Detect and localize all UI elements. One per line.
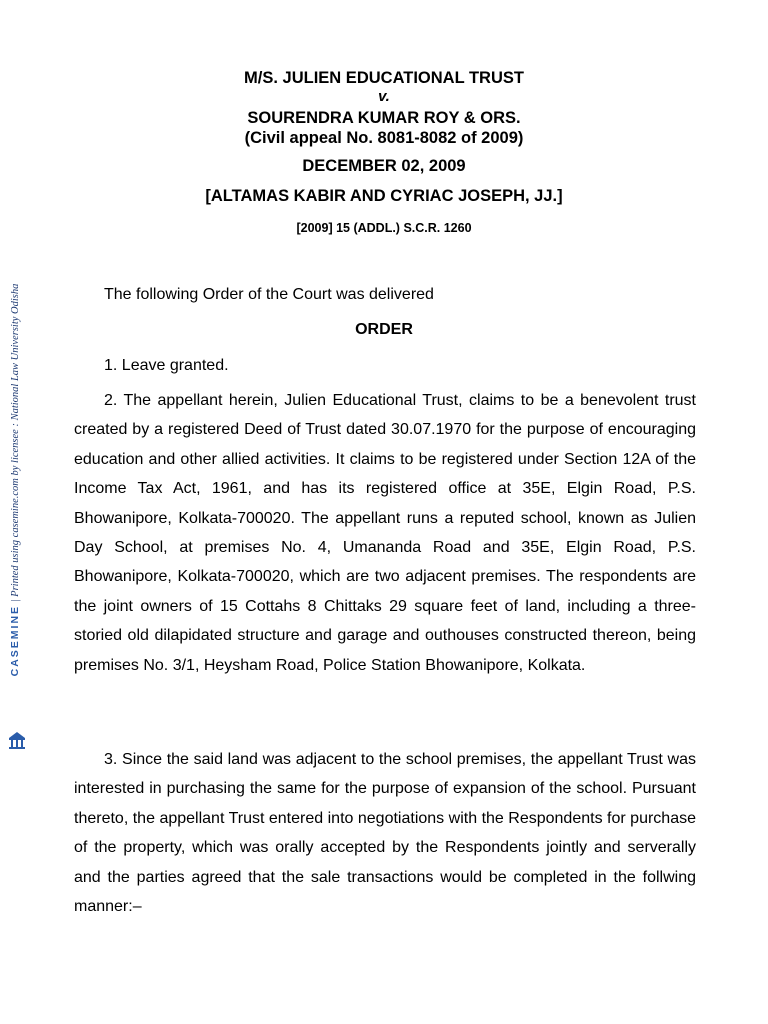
- case-title: M/S. JULIEN EDUCATIONAL TRUST: [244, 69, 524, 87]
- watermark-brand: CASEMINE: [9, 604, 21, 677]
- watermark-license: | Printed using casemine.com by licensee : National Law University Odisha: [10, 283, 21, 605]
- appeal-number: (Civil appeal No. 8081-8082 of 2009): [244, 129, 524, 147]
- intro-line: The following Order of the Court was delivered: [104, 286, 434, 303]
- paragraph-3: 3. Since the said land was adjacent to the school premises, the appellant Trust was interested in purchasing the same for the purpose of expansion of the school. Pursuant thereto, the appellant Trust entered into negotiations with the Respondents for purchase of the property, which was orally accepted by the Respondents jointly and serverally and the parties agreed that the sale transactions would be completed in the follwing manner:–: [74, 751, 696, 916]
- citation: [2009] 15 (ADDL.) S.C.R. 1260: [296, 221, 472, 235]
- versus-label: v.: [378, 88, 390, 105]
- respondents-title: SOURENDRA KUMAR ROY & ORS.: [247, 109, 521, 127]
- order-heading: ORDER: [355, 321, 413, 338]
- watermark-text: [9, 284, 21, 677]
- casemine-logo-icon: [7, 730, 27, 750]
- bench-judges: [ALTAMAS KABIR AND CYRIAC JOSEPH, JJ.]: [205, 187, 563, 205]
- judgment-date: DECEMBER 02, 2009: [302, 157, 466, 175]
- paragraph-2: 2. The appellant herein, Julien Educational Trust, claims to be a benevolent trust created by a registered Deed of Trust dated 30.07.1970 for the purpose of encouraging education and other allied activities. It claims to be registered under Section 12A of the Income Tax Act, 1961, and has its registered office at 35E, Elgin Road, P.S. Bhowanipore, Kolkata-700020. The appellant runs a reputed school, known as Julien Day School, at premises No. 4, Umananda Road and 35E, Elgin Road, P.S. Bhowanipore, Kolkata-700020, which are two adjacent premises. The respondents are the joint owners of 15 Cottahs 8 Chittaks 29 square feet of land, including a three-storied old dilapidated structure and garage and outhouses constructed thereon, being premises No. 3/1, Heysham Road, Police Station Bhowanipore, Kolkata.: [74, 392, 696, 674]
- paragraph-1: 1. Leave granted.: [104, 357, 229, 374]
